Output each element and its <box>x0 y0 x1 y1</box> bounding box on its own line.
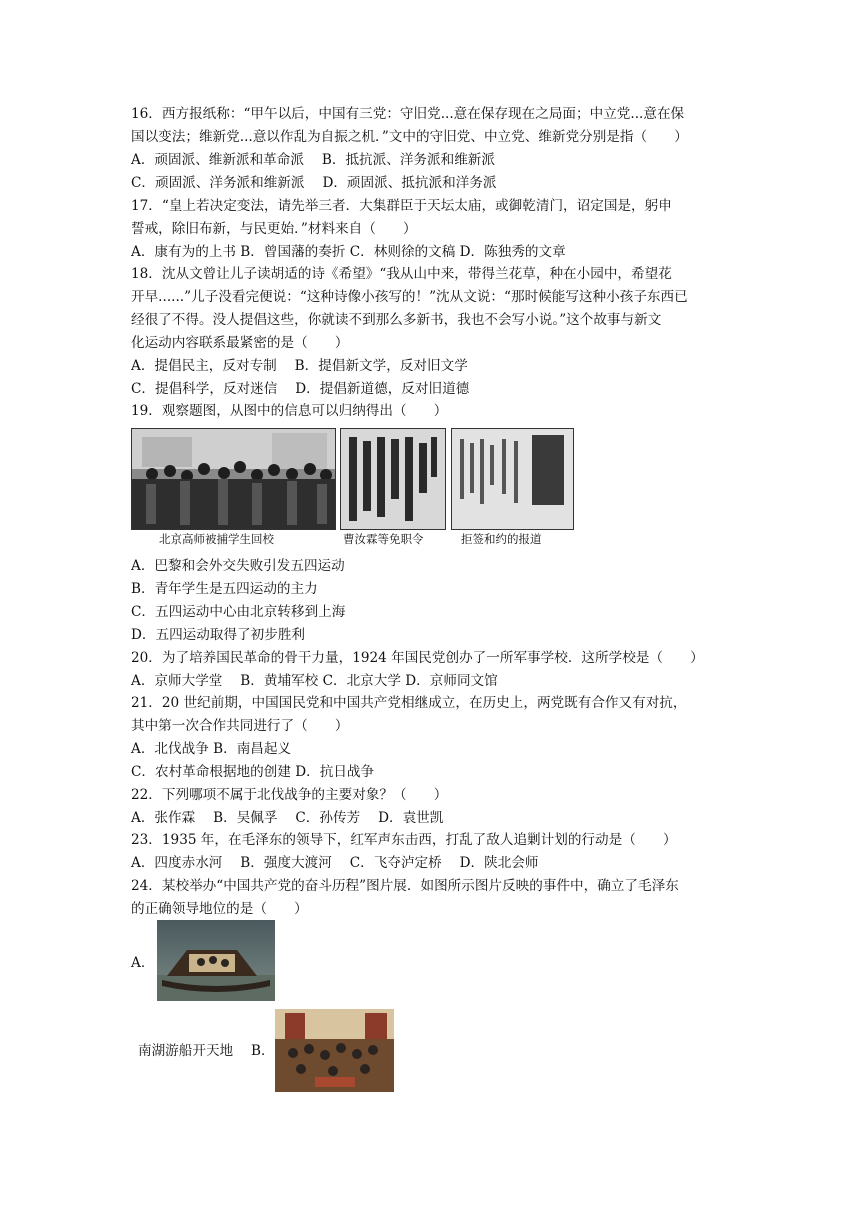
photo-caption-1: 北京高师被捕学生回校 <box>159 532 274 546</box>
q20-stem-line-1: 20．为了培养国民革命的骨干力量，1924 年国民党创办了一所军事学校．这所学校是（ ） <box>131 650 704 666</box>
dismissal-decree-photo <box>340 428 446 530</box>
meeting-scene-image <box>275 1009 394 1092</box>
student-return-photo <box>131 428 336 530</box>
q18-options-line-2: C．提倡科学，反对迷信 D．提倡新道德，反对旧道德 <box>131 381 470 397</box>
q18-options-line-1: A．提倡民主，反对专制 B．提倡新文学，反对旧文学 <box>131 358 468 374</box>
q16-options-line-1: A．顽固派、维新派和革命派 B．抵抗派、洋务派和维新派 <box>131 152 495 168</box>
boat-painting-icon <box>157 920 275 1001</box>
q19-option-a: A．巴黎和会外交失败引发五四运动 <box>131 558 345 574</box>
decree-document-icon <box>341 429 445 529</box>
q17-stem-line-2: 誓戒，除旧布新，与民更始．”材料来自（ ） <box>131 221 417 237</box>
q24-option-b-label: B． <box>251 1043 275 1059</box>
crowd-photo-icon <box>132 429 335 529</box>
q23-options-line-1: A．四度赤水河 B．强度大渡河 C．飞夺泸定桥 D．陕北会师 <box>131 855 539 871</box>
south-lake-boat-image <box>157 920 275 1001</box>
q24-option-a-caption: 南湖游船开天地 <box>138 1043 234 1059</box>
q17-options-line-1: A．康有为的上书 B．曾国藩的奏折 C．林则徐的文稿 D．陈独秀的文章 <box>131 244 566 260</box>
photo-caption-3: 拒签和约的报道 <box>461 532 542 546</box>
q19-photo-strip <box>131 428 574 548</box>
q19-option-c: C．五四运动中心由北京转移到上海 <box>131 604 346 620</box>
q21-options-line-2: C．农村革命根据地的创建 D．抗日战争 <box>131 764 375 780</box>
q16-stem-line-2: 国以变法；维新党...意以作乱为自振之机．”文中的守旧党、中立党、维新党分别是指（ ） <box>131 129 688 145</box>
q22-options-line-1: A．张作霖 B．吴佩孚 C．孙传芳 D．袁世凯 <box>131 810 444 826</box>
newspaper-icon <box>452 429 573 529</box>
q24-option-a-label: A． <box>131 955 155 971</box>
meeting-painting-icon <box>275 1009 394 1092</box>
q21-stem-line-1: 21．20 世纪前期，中国国民党和中国共产党相继成立，在历史上，两党既有合作又有对抗， <box>131 695 687 711</box>
q16-options-line-2: C．顽固派、洋务派和维新派 D．顽固派、抵抗派和洋务派 <box>131 175 497 191</box>
q18-stem-line-4: 化运动内容联系最紧密的是（ ） <box>131 335 349 351</box>
q24-stem-line-1: 24．某校举办“中国共产党的奋斗历程”图片展．如图所示图片反映的事件中，确立了毛泽东 <box>131 878 679 894</box>
q18-stem-line-1: 18．沈从文曾让儿子读胡适的诗《希望》“我从山中来，带得兰花草，种在小园中，希望花 <box>131 266 672 282</box>
q23-stem-line-1: 23．1935 年，在毛泽东的领导下，红军声东击西，打乱了敌人追剿计划的行动是（ ） <box>131 832 677 848</box>
q22-stem-line-1: 22．下列哪项不属于北伐战争的主要对象？（ ） <box>131 787 448 803</box>
q16-stem-line-1: 16．西方报纸称：“甲午以后，中国有三党：守旧党...意在保存现在之局面；中立党...意在保 <box>131 106 685 122</box>
q18-stem-line-2: 开早......”儿子没看完便说：“这种诗像小孩写的！”沈从文说：“那时候能写这种小孩子东西已 <box>131 289 688 305</box>
refusal-report-photo <box>451 428 574 530</box>
q20-options-line-1: A．京师大学堂 B．黄埔军校 C．北京大学 D．京师同文馆 <box>131 673 498 689</box>
q21-stem-line-2: 其中第一次合作共同进行了（ ） <box>131 718 349 734</box>
q19-option-b: B．青年学生是五四运动的主力 <box>131 581 318 597</box>
q24-stem-line-2: 的正确领导地位的是（ ） <box>131 901 308 917</box>
q18-stem-line-3: 经很了不得。没人提倡这些，你就读不到那么多新书，我也不会写小说。”这个故事与新文 <box>131 312 662 328</box>
q17-stem-line-1: 17．“皇上若决定变法，请先举三者．大集群臣于天坛太庙，或御乾清门，诏定国是，躬申 <box>131 198 672 214</box>
q19-stem-line-1: 19．观察题图，从图中的信息可以归纳得出（ ） <box>131 403 448 419</box>
q21-options-line-1: A．北伐战争 B．南昌起义 <box>131 741 292 757</box>
photo-caption-2: 曹汝霖等免职令 <box>343 532 424 546</box>
q19-option-d: D．五四运动取得了初步胜利 <box>131 627 306 643</box>
